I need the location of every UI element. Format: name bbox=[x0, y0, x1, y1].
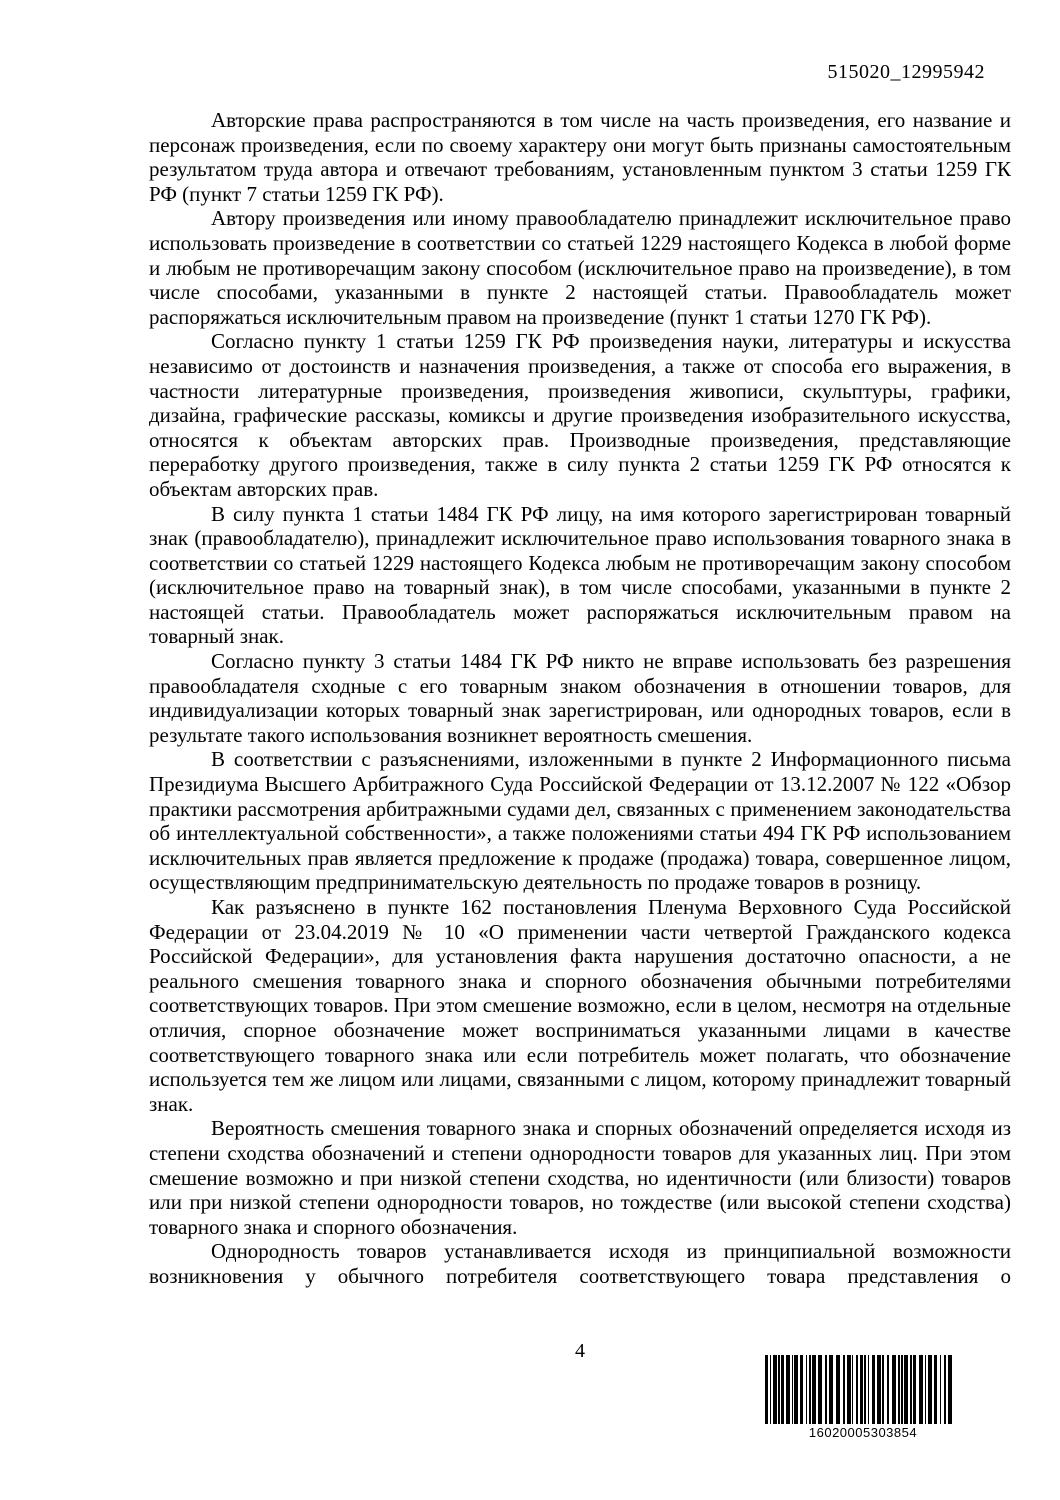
paragraph: В силу пункта 1 статьи 1484 ГК РФ лицу, на имя которого зарегистрирован товарный знак (правообладателю), принадлежит исключительное право использования товарного знака в соответствии со статьей 1229 настоящего Кодекса любым не противоречащим закону способом (исключительное право на товарный знак), в том числе способами, указанными в пункте 2 настоящей статьи. Правообладатель может распоряжаться исключительным правом на товарный знак. bbox=[149, 501, 1011, 649]
paragraph: Вероятность смешения товарного знака и спорных обозначений определяется исходя из степени сходства обозначений и степени однородности товаров для указанных лиц. При этом смешение возможно и при низкой степени сходства, но идентичности (или близости) товаров или при низкой степени однородности товаров, но тождестве (или высокой степени сходства) товарного знака и спорного обозначения. bbox=[149, 1116, 1011, 1239]
paragraph: Согласно пункту 1 статьи 1259 ГК РФ произведения науки, литературы и искусства независимо от достоинств и назначения произведения, а также от способа его выражения, в частности литературные произведения, произведения живописи, скульптуры, графики, дизайна, графические рассказы, комиксы и другие произведения изобразительного искусства, относятся к объектам авторских прав. Производные произведения, представляющие переработку другого произведения, также в силу пункта 2 статьи 1259 ГК РФ относятся к объектам авторских прав. bbox=[149, 329, 1011, 501]
page-number: 4 bbox=[575, 1340, 585, 1362]
paragraph: Как разъяснено в пункте 162 постановления Пленума Верховного Суда Российской Федерации от 23.04.2019 № 10 «О применении части четвертой Гражданского кодекса Российской Федерации», для установления факта нарушения достаточно опасности, а не реального смешения товарного знака и спорного обозначения обычными потребителями соответствующих товаров. При этом смешение возможно, если в целом, несмотря на отдельные отличия, спорное обозначение может восприниматься указанными лицами в качестве соответствующего товарного знака или если потребитель может полагать, что обозначение используется тем же лицом или лицами, связанными с лицом, которому принадлежит товарный знак. bbox=[149, 895, 1011, 1116]
paragraph: В соответствии с разъяснениями, изложенными в пункте 2 Информационного письма Президиума Высшего Арбитражного Суда Российской Федерации от 13.12.2007 № 122 «Обзор практики рассмотрения арбитражными судами дел, связанных с применением законодательства об интеллектуальной собственности», а также положениями статьи 494 ГК РФ использованием исключительных прав является предложение к продаже (продажа) товара, совершенное лицом, осуществляющим предпринимательскую деятельность по продаже товаров в розницу. bbox=[149, 747, 1011, 895]
document-body bbox=[149, 108, 1011, 1289]
paragraph: Однородность товаров устанавливается исходя из принципиальной возможности возникновения у обычного потребителя соответствующего товара представления о bbox=[149, 1239, 1011, 1288]
barcode bbox=[765, 1355, 961, 1440]
paragraph: Согласно пункту 3 статьи 1484 ГК РФ никто не вправе использовать без разрешения правообладателя сходные с его товарным знаком обозначения в отношении товаров, для индивидуализации которых товарный знак зарегистрирован, или однородных товаров, если в результате такого использования возникнет вероятность смешения. bbox=[149, 649, 1011, 747]
barcode-bars-image bbox=[765, 1355, 961, 1424]
document-number: 515020_12995942 bbox=[827, 61, 985, 83]
paragraph: Автору произведения или иному правообладателю принадлежит исключительное право использовать произведение в соответствии со статьей 1229 настоящего Кодекса в любой форме и любым не противоречащим закону способом (исключительное право на произведение), в том числе способами, указанными в пункте 2 настоящей статьи. Правообладатель может распоряжаться исключительным правом на произведение (пункт 1 статьи 1270 ГК РФ). bbox=[149, 206, 1011, 329]
paragraph: Авторские права распространяются в том числе на часть произведения, его название и персонаж произведения, если по своему характеру они могут быть признаны самостоятельным результатом труда автора и отвечают требованиям, установленным пунктом 3 статьи 1259 ГК РФ (пункт 7 статьи 1259 ГК РФ). bbox=[149, 108, 1011, 206]
barcode-number: 16020005303854 bbox=[808, 1425, 918, 1440]
